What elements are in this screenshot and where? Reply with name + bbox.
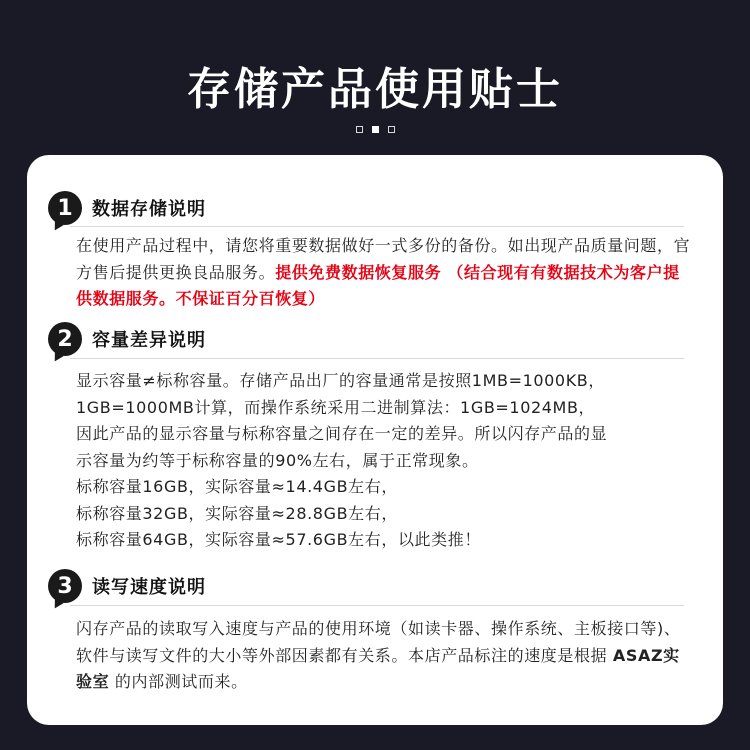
dot-2-active <box>372 126 379 133</box>
capacity-line: 显示容量≠标称容量。存储产品出厂的容量通常是按照1MB=1000KB， <box>76 371 605 390</box>
divider-3 <box>70 605 684 606</box>
section-title-1: 数据存储说明 <box>92 199 206 220</box>
section-title-2: 容量差异说明 <box>92 330 206 351</box>
section-speed <box>48 568 688 604</box>
dot-1 <box>356 126 363 133</box>
number-badge-3: 3 <box>48 569 82 603</box>
number-badge-2: 2 <box>48 322 82 356</box>
section-body-3 <box>76 616 696 696</box>
body-before-3: 闪存产品的读取写入速度与产品的使用环境（如读卡器、操作系统、主板接口等)、软件与读写文件的大小等外部因素都有关系。本店产品标注的速度是根据 <box>76 619 681 665</box>
number-badge-1: 1 <box>48 191 82 225</box>
divider-1 <box>70 226 684 227</box>
capacity-line: 标称容量16GB，实际容量≈14.4GB左右， <box>76 477 398 496</box>
section-body-1 <box>76 233 696 313</box>
section-body-2 <box>76 368 696 554</box>
section-capacity <box>48 321 688 357</box>
body-red-1: 提供免费数据恢复服务 （结合现有有数据技术为客户提供数据服务。不保证百分百恢复） <box>76 262 680 308</box>
capacity-line: 标称容量64GB，实际容量≈57.6GB左右，以此类推！ <box>76 530 481 549</box>
body-normal-1: 在使用产品过程中，请您将重要数据做好一式多份的备份。如出现产品质量问题，官方售后提供更换良品服务。 <box>76 236 691 282</box>
page-title: 存储产品使用贴士 <box>187 64 563 115</box>
divider-2 <box>70 358 684 359</box>
pagination-dots <box>0 126 750 133</box>
lab-name: ASAZ实验室 <box>76 645 680 691</box>
section-title-3: 读写速度说明 <box>92 577 206 598</box>
dot-3 <box>388 126 395 133</box>
body-after-3: 的内部测试而来。 <box>109 672 248 691</box>
capacity-line: 1GB=1000MB计算，而操作系统采用二进制算法：1GB=1024MB， <box>76 397 596 417</box>
capacity-line: 示容量为约等于标称容量的90%左右，属于正常现象。 <box>76 450 479 470</box>
capacity-line: 因此产品的显示容量与标称容量之间存在一定的差异。所以闪存产品的显 <box>76 424 608 443</box>
capacity-line: 标称容量32GB，实际容量≈28.8GB左右， <box>76 503 398 523</box>
section-data-storage <box>48 190 688 226</box>
